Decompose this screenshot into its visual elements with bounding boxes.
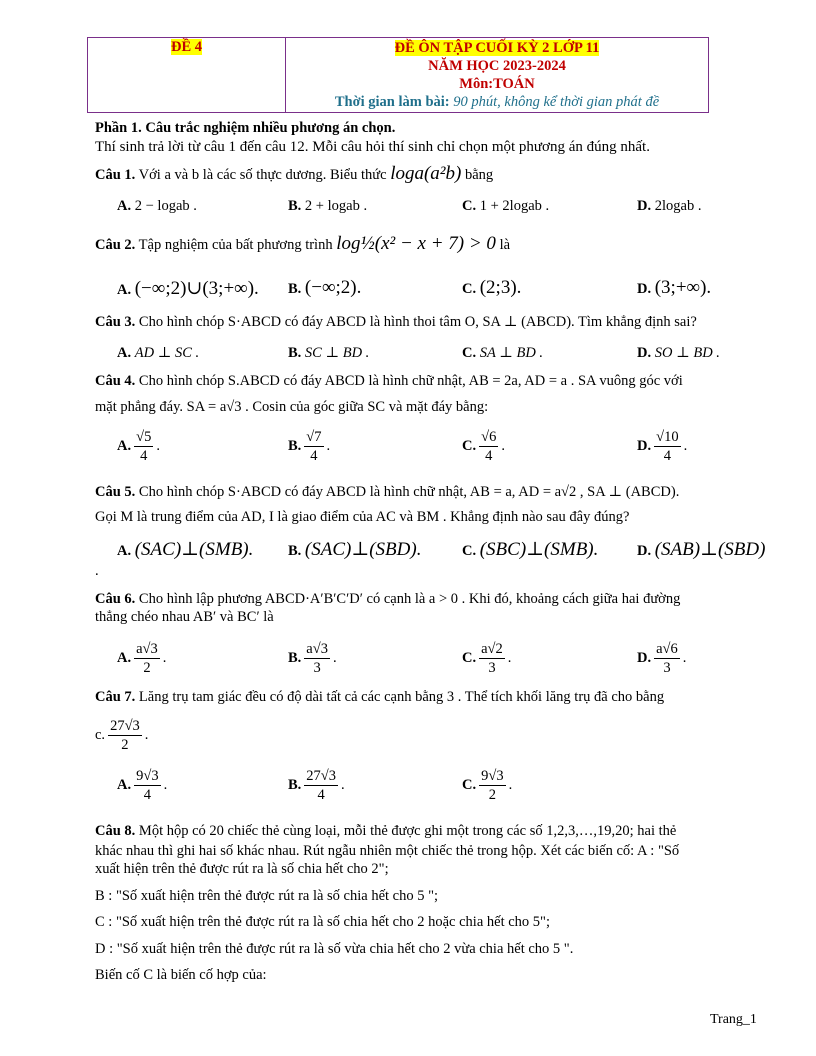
q1-expr: loga(a²b) (390, 163, 462, 184)
q1-option-d[interactable]: D. 2logab . (637, 198, 702, 214)
q2-label: Câu 2. (95, 237, 136, 253)
q7-option-a[interactable]: A. $\frac{9√3}{4}$ . (117, 768, 168, 803)
q2-option-d[interactable]: D. (3;+∞). (637, 277, 712, 298)
q7-stem (95, 689, 664, 706)
q4-label: Câu 4. (95, 373, 136, 389)
q2-option-b[interactable]: B. (−∞;2). (288, 277, 362, 298)
q5-option-b[interactable]: B. (SAC)⊥(SBD). (288, 539, 422, 560)
q7-label: Câu 7. (95, 689, 136, 705)
q8-stem-line2: khác nhau thì ghi hai số khác nhau. Rút ngẫu nhiên một chiếc thẻ trong hộp. Xét các biến cố: A : "Số (95, 843, 680, 859)
q5-text1: Cho hình chóp S·ABCD có đáy ABCD là hình chữ nhật, AB = a, AD = a√2 , SA ⊥ (ABCD). (138, 484, 680, 500)
q2-expr: log½(x² − x + 7) > 0 (336, 233, 496, 254)
q3-option-b[interactable]: B. SC ⊥ BD . (288, 345, 370, 361)
q6-option-d[interactable]: D. $\frac{a√6}{3}$ . (637, 641, 687, 676)
q1-text: Với a và b là các số thực dương. Biểu thức (138, 167, 387, 183)
exam-title: ĐỀ ÔN TẬP CUỐI KỲ 2 LỚP 11 (394, 40, 600, 56)
q2-text: Tập nghiệm của bất phương trình (138, 237, 333, 253)
q5-option-a[interactable]: A. (SAC)⊥(SMB). (117, 539, 254, 560)
q7-option-c-extra[interactable]: c. $\frac{27√3}{2}$ . (95, 718, 149, 753)
q5-option-c[interactable]: C. (SBC)⊥(SMB). (462, 539, 599, 560)
q3-stem (95, 314, 697, 331)
time-label: Thời gian làm bài: (334, 94, 450, 110)
q1-tail: bằng (464, 167, 494, 183)
q6-label: Câu 6. (95, 591, 136, 607)
q7-option-c[interactable]: C. $\frac{9√3}{2}$ . (462, 768, 513, 803)
q1-option-b[interactable]: B. 2 + logab . (288, 198, 368, 214)
subject: Môn:TOÁN (459, 76, 535, 92)
school-year: NĂM HỌC 2023-2024 (428, 58, 566, 74)
q3-option-c[interactable]: C. SA ⊥ BD . (462, 345, 544, 361)
q6-stem-line2: thẳng chéo nhau AB′ và BC′ là (95, 609, 274, 625)
q5-stem-line2: Gọi M là trung điểm của AD, I là giao điểm của AC và BM . Khẳng định nào sau đây đúng? (95, 509, 630, 525)
q4-stem-line1 (95, 373, 683, 390)
q5-label: Câu 5. (95, 484, 136, 500)
q4-option-d[interactable]: D. $\frac{√10}{4}$ . (637, 429, 688, 464)
q1-stem (95, 163, 493, 185)
time-info (286, 93, 708, 111)
q2-tail: là (499, 237, 511, 253)
q6-text1: Cho hình lập phương ABCD·A′B′C′D′ có cạnh là a > 0 . Khi đó, khoảng cách giữa hai đường (138, 591, 681, 607)
q4-stem-line2: mặt phẳng đáy. SA = a√3 . Cosin của góc giữa SC và mặt đáy bằng: (95, 399, 489, 415)
page-footer: Trang_1 (710, 1012, 757, 1027)
q3-option-a[interactable]: A. AD ⊥ SC . (117, 345, 200, 361)
q8-text1: Một hộp có 20 chiếc thẻ cùng loại, mỗi thẻ được ghi một trong các số 1,2,3,…,19,20; hai thẻ (138, 823, 677, 839)
q6-option-c[interactable]: C. $\frac{a√2}{3}$ . (462, 641, 512, 676)
q5-stem-line1 (95, 484, 679, 501)
q7-option-b[interactable]: B. $\frac{27√3}{4}$ . (288, 768, 345, 803)
q8-last-line: Biến cố C là biến cố hợp của: (95, 967, 267, 983)
q3-option-d[interactable]: D. SO ⊥ BD . (637, 345, 720, 361)
q8-event-c: C : "Số xuất hiện trên thẻ được rút ra là số chia hết cho 2 hoặc chia hết cho 5"; (95, 914, 550, 930)
q2-stem (95, 233, 510, 255)
q1-option-c[interactable]: C. 1 + 2logab . (462, 198, 550, 214)
exam-number: ĐỀ 4 (170, 39, 203, 55)
q6-option-b[interactable]: B. $\frac{a√3}{3}$ . (288, 641, 337, 676)
q5-trailing-dot: . (95, 563, 99, 579)
q8-label: Câu 8. (95, 823, 136, 839)
part-instruction: Thí sinh trả lời từ câu 1 đến câu 12. Mỗi câu hỏi thí sinh chỉ chọn một phương án đúng nhất. (95, 139, 650, 155)
q4-option-a[interactable]: A. $\frac{√5}{4}$ . (117, 429, 160, 464)
q4-option-c[interactable]: C. $\frac{√6}{4}$ . (462, 429, 505, 464)
header-table (87, 37, 709, 113)
q7-text: Lăng trụ tam giác đều có độ dài tất cả các cạnh bằng 3 . Thể tích khối lăng trụ đã cho bằng (138, 689, 665, 705)
q2-option-a[interactable]: A. (−∞;2)∪(3;+∞). (117, 278, 259, 299)
q8-event-d: D : "Số xuất hiện trên thẻ được rút ra là số vừa chia hết cho 2 vừa chia hết cho 5 ". (95, 941, 574, 957)
q8-stem-line1 (95, 823, 676, 840)
q8-event-b: B : "Số xuất hiện trên thẻ được rút ra là số chia hết cho 5 "; (95, 888, 439, 904)
header-left-cell (88, 38, 286, 112)
q6-stem-line1 (95, 591, 680, 608)
q5-option-d[interactable]: D. (SAB)⊥(SBD) (637, 539, 766, 560)
q8-stem-line3: xuất hiện trên thẻ được rút ra là số chia hết cho 2"; (95, 861, 389, 877)
q3-label: Câu 3. (95, 314, 136, 330)
q1-label: Câu 1. (95, 167, 136, 183)
q4-text1: Cho hình chóp S.ABCD có đáy ABCD là hình chữ nhật, AB = 2a, AD = a . SA vuông góc với (138, 373, 683, 389)
q3-text: Cho hình chóp S·ABCD có đáy ABCD là hình thoi tâm O, SA ⊥ (ABCD). Tìm khẳng định sai? (138, 314, 697, 330)
q4-option-b[interactable]: B. $\frac{√7}{4}$ . (288, 429, 331, 464)
q1-option-a[interactable]: A. 2 − logab . (117, 198, 197, 214)
part-title: Phần 1. Câu trắc nghiệm nhiều phương án chọn. (95, 120, 396, 136)
header-right-cell (286, 38, 708, 112)
q2-option-c[interactable]: C. (2;3). (462, 277, 522, 298)
time-value: 90 phút, không kể thời gian phát đề (453, 94, 660, 110)
q6-option-a[interactable]: A. $\frac{a√3}{2}$ . (117, 641, 167, 676)
